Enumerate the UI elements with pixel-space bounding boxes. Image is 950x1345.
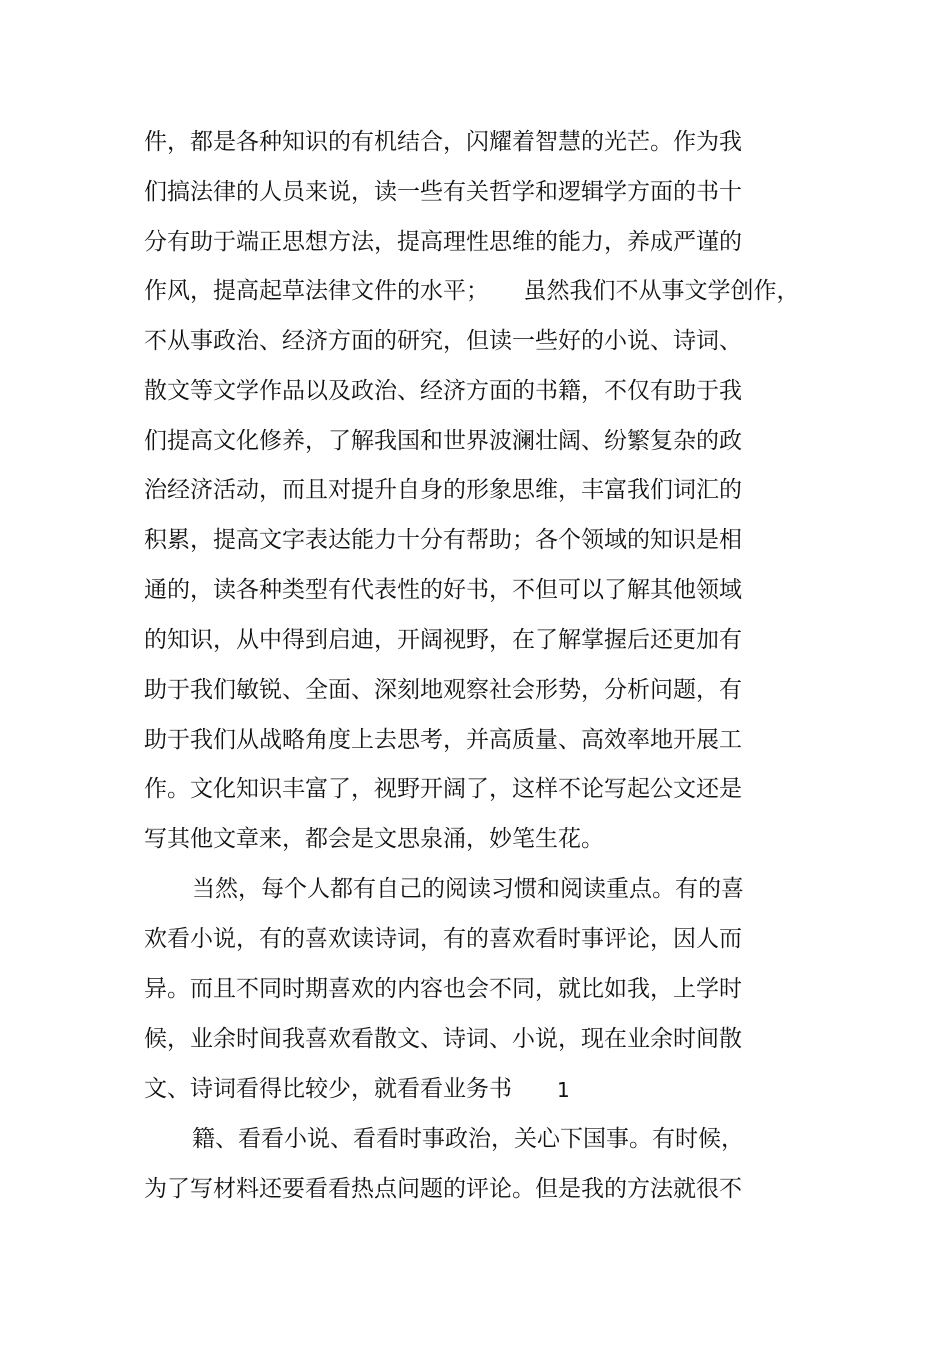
text-line: 的知识，从中得到启迪，开阔视野，在了解掌握后还更加有	[144, 627, 742, 653]
text-line: 助于我们敏锐、全面、深刻地观察社会形势，分析问题，有	[144, 677, 742, 703]
text-line: 治经济活动，而且对提升自身的形象思维，丰富我们词汇的	[144, 477, 742, 503]
text-line: 们搞法律的人员来说，读一些有关哲学和逻辑学方面的书十	[144, 179, 742, 205]
text-line: 助于我们从战略角度上去思考，并高质量、高效率地开展工	[144, 727, 742, 753]
text-line: 们提高文化修养，了解我国和世界波澜壮阔、纷繁复杂的政	[144, 428, 742, 454]
text-line: 作风，提高起草法律文件的水平； 虽然我们不从事文学创作，	[144, 278, 800, 304]
text-line: 分有助于端正思想方法，提高理性思维的能力，养成严谨的	[144, 229, 742, 255]
text-line: 积累，提高文字表达能力十分有帮助；各个领域的知识是相	[144, 527, 742, 553]
text-line: 欢看小说，有的喜欢读诗词，有的喜欢看时事评论，因人而	[144, 926, 742, 952]
text-line: 通的，读各种类型有代表性的好书，不但可以了解其他领域	[144, 577, 742, 603]
text-line: 件，都是各种知识的有机结合，闪耀着智慧的光芒。作为我	[144, 129, 742, 155]
page-number: 1	[557, 1078, 570, 1102]
text-line: 不从事政治、经济方面的研究，但读一些好的小说、诗词、	[144, 328, 742, 354]
text-line: 作。文化知识丰富了，视野开阔了，这样不论写起公文还是	[144, 776, 742, 802]
paragraph-start-line: 籍、看看小说、看看时事政治，关心下国事。有时候，	[192, 1126, 744, 1152]
text-line: 文、诗词看得比较少，就看看业务书	[144, 1076, 512, 1102]
text-line: 散文等文学作品以及政治、经济方面的书籍，不仅有助于我	[144, 378, 742, 404]
text-line: 为了写材料还要看看热点问题的评论。但是我的方法就很不	[144, 1176, 742, 1202]
text-line: 写其他文章来，都会是文思泉涌，妙笔生花。	[144, 826, 604, 852]
paragraph-start-line: 当然，每个人都有自己的阅读习惯和阅读重点。有的喜	[192, 876, 744, 902]
text-line: 异。而且不同时期喜欢的内容也会不同，就比如我，上学时	[144, 976, 742, 1002]
text-line: 候，业余时间我喜欢看散文、诗词、小说，现在业余时间散	[144, 1026, 742, 1052]
